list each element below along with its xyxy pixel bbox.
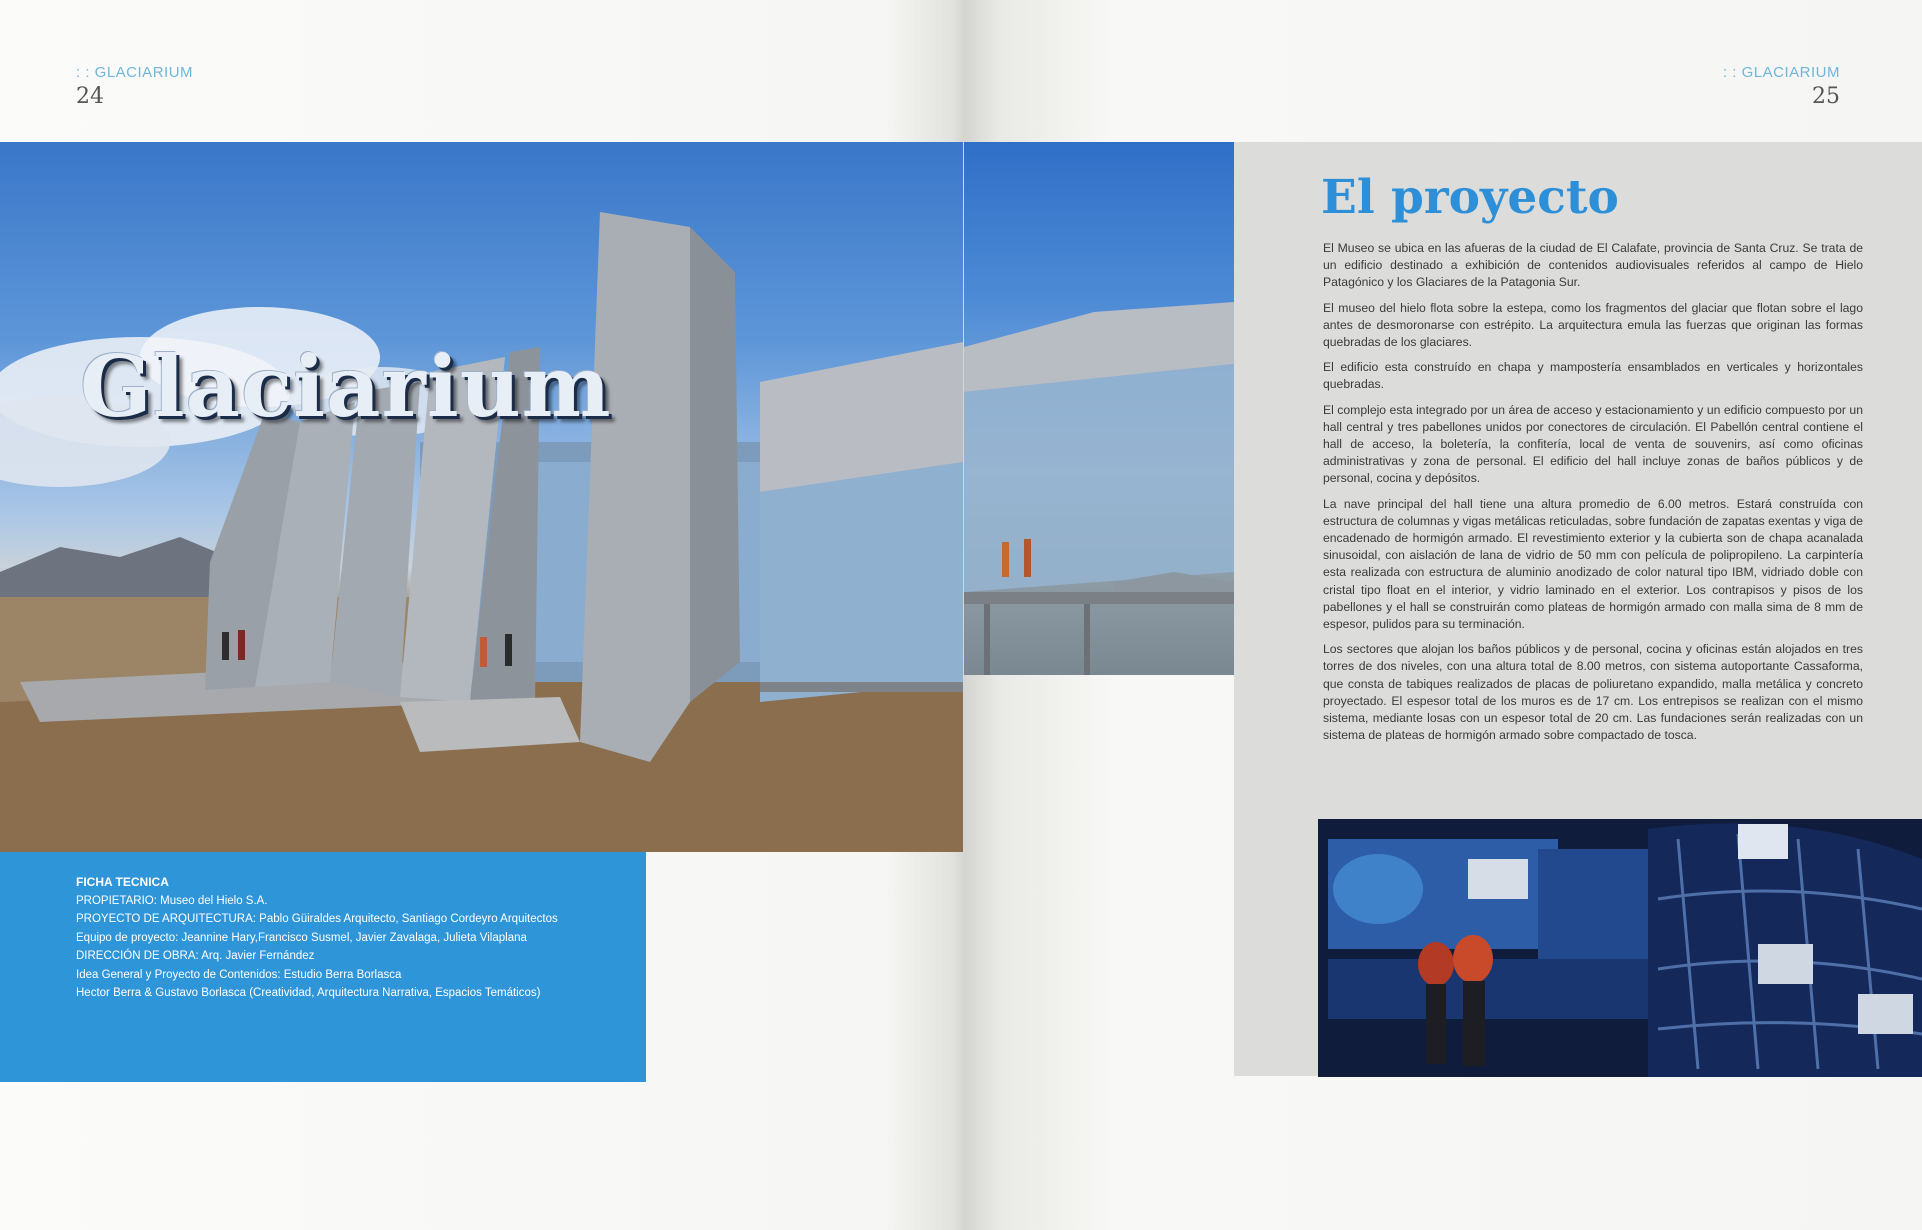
technical-sheet-line: DIRECCIÓN DE OBRA: Arq. Javier Fernández	[76, 950, 315, 962]
terrace-illustration	[964, 142, 1234, 675]
article-paragraph: La nave principal del hall tiene una altura promedio de 6.00 metros. Estará construída con estructura de columnas y vigas metálicas reticuladas, sobre fundación de zapatas exentas y viga de encadenado de hormigón armado. El revestimiento exterior y la cubierta son de chapa acanalada sinusoidal, con aislación de lana de vidrio de 50 mm con película de polipropileno. La carpintería esta realizada con estructura de aluminio anodizado de color natural tipo IBM, vidriado doble con cristal tipo float en el interior, y vidrio laminado en el exterior. Los contrapisos y pisos de los pabellones y el hall se construirán como plateas de hormigón armado con malla sima de 8 mm de espesor, pulidos para su terminación.	[1323, 496, 1863, 632]
right-running-header: : : GLACIARIUM	[1722, 64, 1840, 81]
exhibition-illustration	[1318, 819, 1922, 1077]
article-paragraph: El edificio esta construído en chapa y mampostería ensamblados en verticales y horizontales quebradas.	[1323, 360, 1863, 392]
technical-sheet-line: Hector Berra & Gustavo Borlasca (Creatividad, Arquitectura Narrativa, Espacios Temáticos)	[76, 987, 541, 999]
technical-sheet-title: FICHA TECNICA	[76, 875, 169, 889]
article-paragraph: El museo del hielo flota sobre la estepa, como los fragmentos del glaciar que flotan sobre el lago antes de desmoronarse con estrépito. La arquitectura emula las fuerzas que originan las formas quebradas de los glaciares.	[1323, 300, 1863, 350]
left-page-number: 24	[76, 84, 104, 109]
exhibition-interior-photo	[1318, 819, 1922, 1077]
article-title: El proyecto	[1321, 170, 1619, 225]
technical-sheet-box	[0, 852, 646, 1082]
hero-title: Glaciarium	[80, 337, 612, 436]
article-paragraph: El complejo esta integrado por un área de acceso y estacionamiento y un edificio compuesto por un hall central y tres pabellones unidos por conectores de circulación. El Pabellón central contiene el hall de acceso, la boletería, la confitería, local de venta de souvenirs, así como oficinas administrativas y zona de personal. El edificio del hall incluye zonas de baños públicos y de personal, cocina y depósitos.	[1323, 402, 1863, 486]
article-paragraph: El Museo se ubica en las afueras de la ciudad de El Calafate, provincia de Santa Cruz. Se trata de un edificio destinado a exhibición de contenidos audiovisuales referidos al campo de Hielo Patagónico y los Glaciares de la Patagonia Sur.	[1323, 241, 1863, 290]
article-body	[1323, 240, 1863, 752]
technical-sheet-line: Idea General y Proyecto de Contenidos: Estudio Berra Borlasca	[76, 968, 402, 981]
hero-building-photo	[0, 142, 963, 852]
building-illustration	[0, 142, 963, 852]
technical-sheet-line: Equipo de proyecto: Jeannine Hary,Francisco Susmel, Javier Zavalaga, Julieta Vilaplana	[76, 931, 527, 944]
left-running-header: : : GLACIARIUM	[76, 64, 194, 81]
building-terrace-photo	[964, 142, 1234, 675]
technical-sheet-line: PROYECTO DE ARQUITECTURA: Pablo Güiraldes Arquitecto, Santiago Cordeyro Arquitectos	[76, 913, 558, 925]
article-paragraph: Los sectores que alojan los baños públicos y de personal, cocina y oficinas están alojados en tres torres de dos niveles, con una altura total de 8.00 metros, con sistema autoportante Cassaforma, que consta de tabiques realizados de placas de poliuretano expandido, malla metálica y concreto proyectado. El espesor total de los muros es de 17 cm. Los entrepisos se realizan con el mismo sistema, mediante losas con un espesor total de 20 cm. Las fundaciones serán realizadas con un sistema de plateas de hormigón armado sobre compactado de tosca.	[1323, 642, 1863, 743]
technical-sheet-line: PROPIETARIO: Museo del Hielo S.A.	[76, 894, 268, 907]
right-page-number: 25	[1812, 84, 1840, 109]
